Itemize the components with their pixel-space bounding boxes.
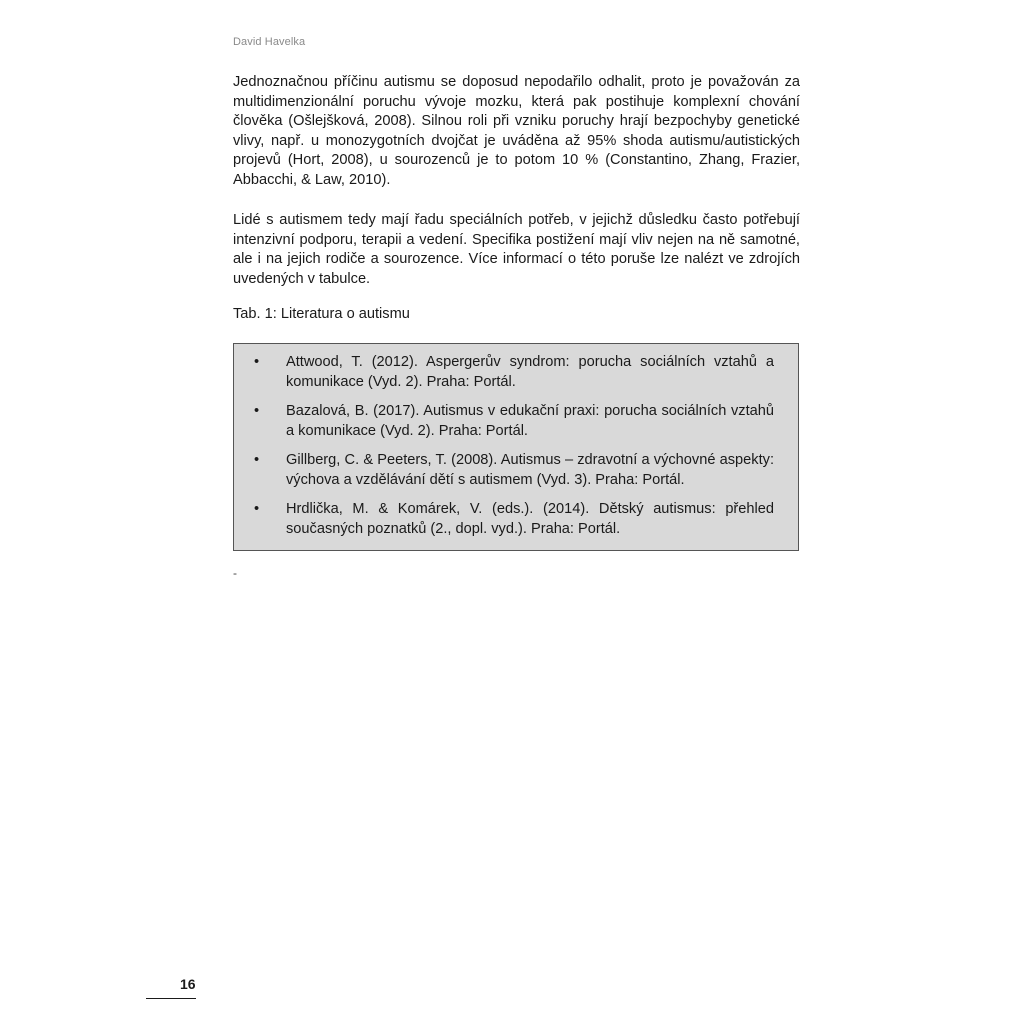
table-caption: Tab. 1: Literatura o autismu	[233, 306, 410, 322]
literature-item-text: Gillberg, C. & Peeters, T. (2008). Autismus – zdravotní a výchovné aspekty: výchova a vzdělávání dětí s autismem (Vyd. 3). Praha: Portál.	[286, 452, 774, 488]
literature-item-text: Bazalová, B. (2017). Autismus v edukační praxi: porucha sociálních vztahů a komunikace (Vyd. 2). Praha: Portál.	[286, 403, 774, 439]
paragraph-2: Lidé s autismem tedy mají řadu speciálních potřeb, v jejichž důsledku často potřebují intenzivní podporu, terapii a vedení. Specifika postižení mají vliv nejen na ně samotné, ale i na jejich rodiče a sourozence. Více informací o této poruše lze nalézt ve zdrojích uvedených v tabulce.	[233, 212, 800, 287]
literature-box	[233, 343, 799, 551]
literature-item-text: Hrdlička, M. & Komárek, V. (eds.). (2014). Dětský autismus: přehled současných poznatků (2., dopl. vyd.). Praha: Portál.	[286, 501, 774, 537]
literature-item	[234, 500, 798, 539]
literature-item	[234, 451, 798, 490]
literature-item	[234, 402, 798, 441]
stray-dash: -	[233, 566, 237, 580]
literature-list	[234, 353, 798, 549]
literature-item-text: Attwood, T. (2012). Aspergerův syndrom: porucha sociálních vztahů a komunikace (Vyd. 2). Praha: Portál.	[286, 354, 774, 390]
bullet-icon: •	[254, 501, 260, 517]
footer-rule	[146, 998, 196, 999]
running-header-author: David Havelka	[233, 36, 306, 48]
literature-item	[234, 353, 798, 392]
bullet-icon: •	[254, 452, 260, 468]
bullet-icon: •	[254, 403, 260, 419]
bullet-icon: •	[254, 354, 260, 370]
page-number: 16	[180, 976, 196, 992]
paragraph-1: Jednoznačnou příčinu autismu se doposud nepodařilo odhalit, proto je považován za multidimenzionální poruchu vývoje mozku, která pak postihuje komplexní chování člověka (Ošlejšková, 2008). Silnou roli při vzniku poruchy hrají bezpochyby genetické vlivy, např. u monozygotních dvojčat je uváděna až 95% shoda autismu/autistických projevů (Hort, 2008), u sourozenců je to potom 10 % (Constantino, Zhang, Frazier, Abbacchi, & Law, 2010).	[233, 74, 800, 188]
